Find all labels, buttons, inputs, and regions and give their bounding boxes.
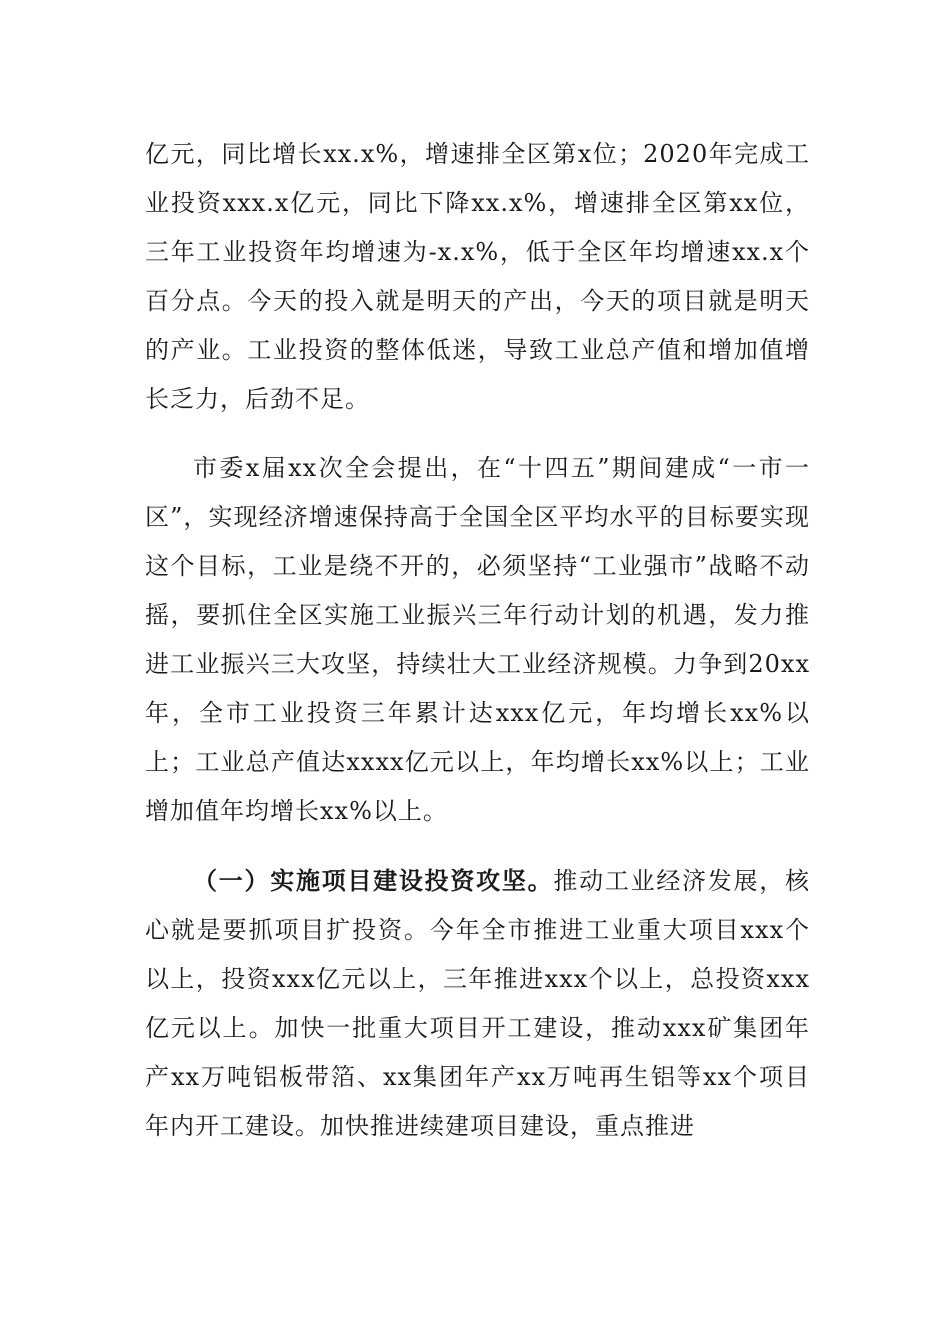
paragraph-text: 亿元，同比增长xx.x%，增速排全区第x位；2020年完成工业投资xxx.x亿元，同比下降xx.x%，增速排全区第xx位，三年工业投资年均增速为-x.x%，低于全区年均增速xx.x个百分点。今天的投入就是明天的产出，今天的项目就是明天的产业。工业投资的整体低迷，导致工业总产值和增加值增长乏力，后劲不足。 <box>145 140 810 413</box>
paragraph-text: 推动工业经济发展，核心就是要抓项目扩投资。今年全市推进工业重大项目xxx个以上，投资xxx亿元以上，三年推进xxx个以上，总投资xxx亿元以上。加快一批重大项目开工建设，推动xxx矿集团年产xx万吨铝板带箔、xx集团年产xx万吨再生铝等xx个项目年内开工建设。加快推进续建项目建设，重点推进 <box>145 867 811 1140</box>
paragraph-city-goal <box>145 444 810 836</box>
paragraph-text: 市委x届xx次全会提出，在“十四五”期间建成“一市一区”，实现经济增速保持高于全国全区平均水平的目标要实现这个目标，工业是绕不开的，必须坚持“工业强市”战略不动摇，要抓住全区实施工业振兴三年行动计划的机遇，发力推进工业振兴三大攻坚，持续壮大工业经济规模。力争到20xx年，全市工业投资三年累计达xxx亿元，年均增长xx%以上；工业总产值达xxxx亿元以上，年均增长xx%以上；工业增加值年均增长xx%以上。 <box>145 454 810 825</box>
paragraph-project-investment <box>145 856 810 1151</box>
paragraph-investment-data <box>145 130 810 424</box>
document-page <box>145 130 810 1171</box>
section-heading: （一）实施项目建设投资攻坚。 <box>193 866 554 895</box>
